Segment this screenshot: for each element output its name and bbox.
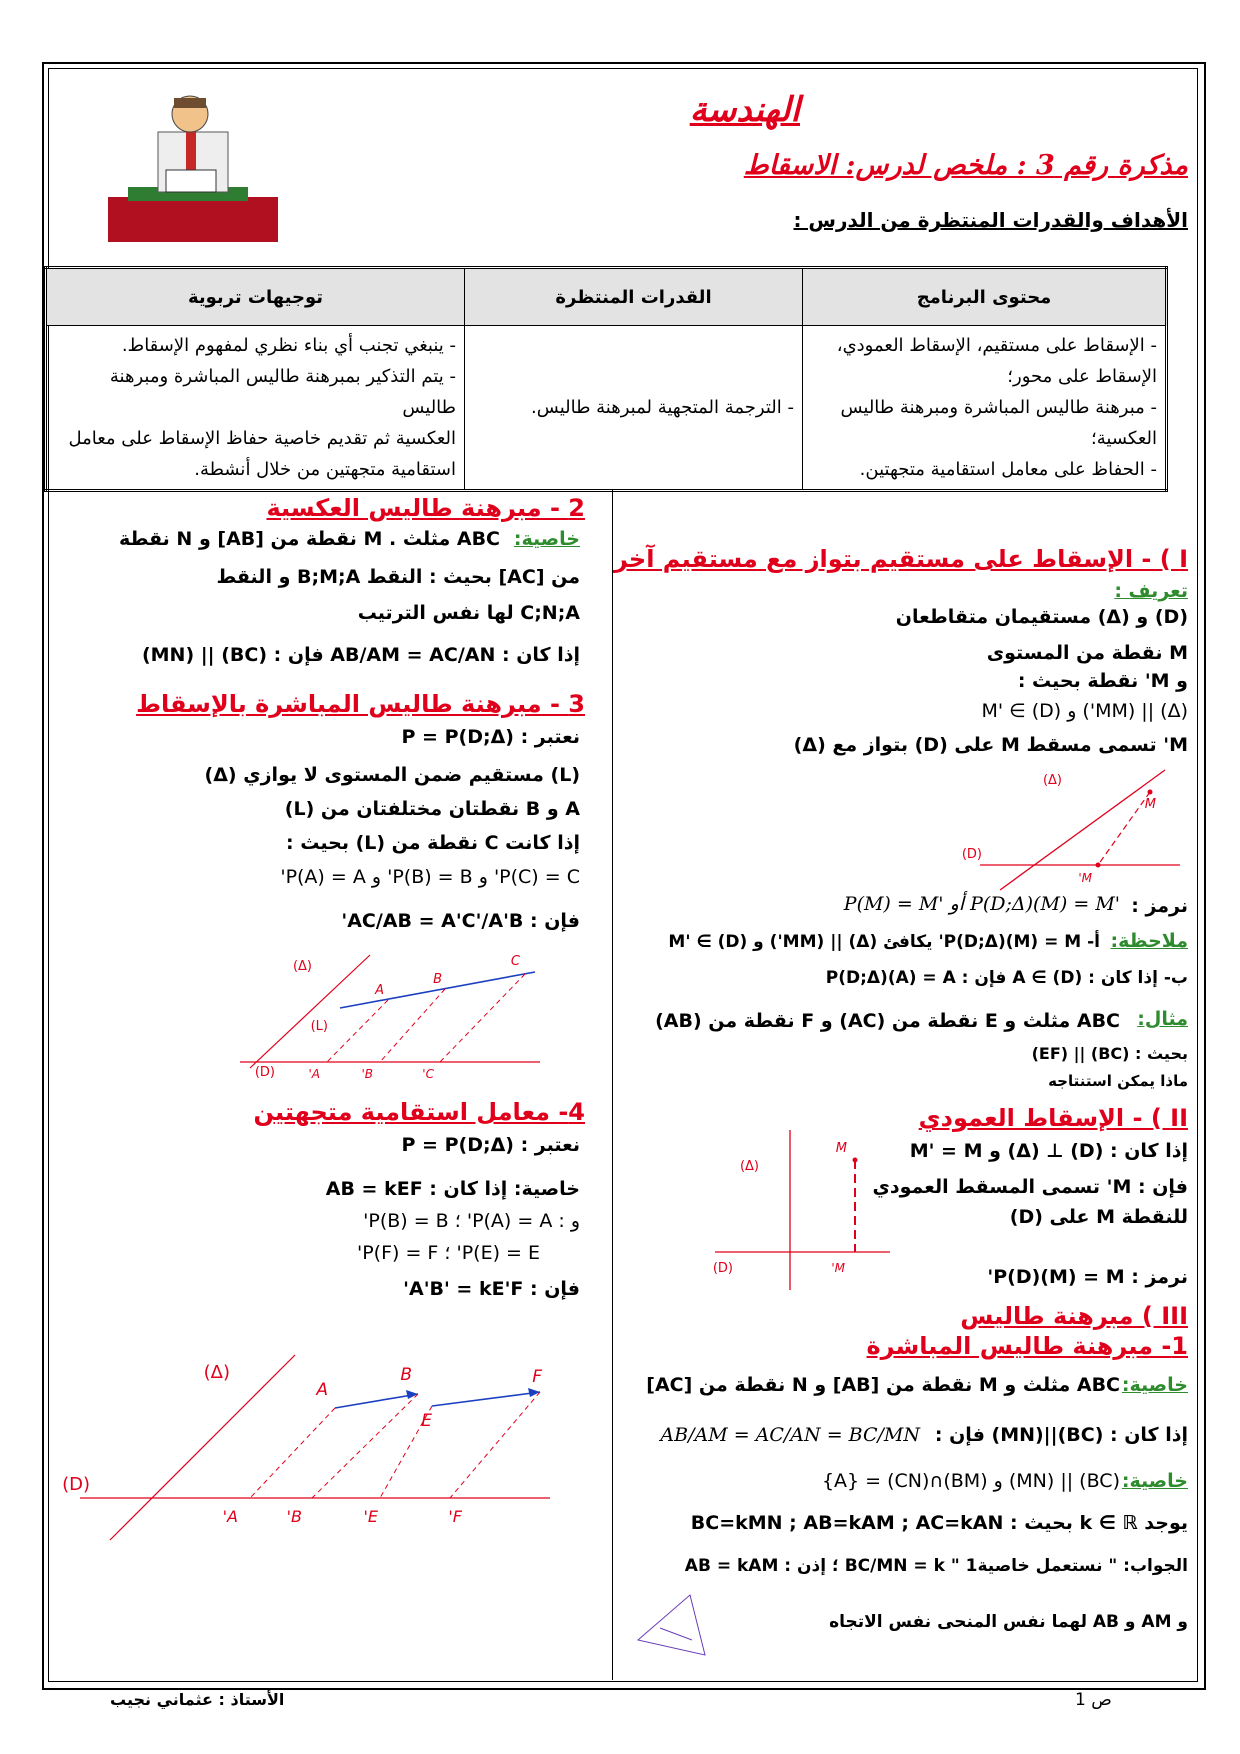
fig1-Mp-label: M' [1078, 871, 1092, 885]
fig2-M-label: M [835, 1141, 847, 1156]
section-2-title: II ) - الإسقاط العمودي [918, 1104, 1188, 1132]
fig4-B-label: B [400, 1365, 412, 1385]
section-1-title: I ) - الإسقاط على مستقيم بتواز مع مستقيم آخر [614, 545, 1188, 573]
fig3-A-label: A [375, 983, 384, 998]
projection-figure [961, 770, 1180, 890]
thales-line: ABC مثلث و M نقطة من [AB] و N نقطة من [AC] [646, 1374, 1120, 1396]
collinearity-line: نعتبر : P = P(D;Δ) [401, 1134, 580, 1156]
abilities-cell: - الترجمة المتجهية لمبرهنة طاليس. [465, 326, 803, 491]
fig3-B-label: B [433, 972, 442, 987]
converse-line: من [AC] بحيث : النقط B;M;A و النقط [216, 566, 580, 588]
orthogonal-line: إذا كان : (D) ⊥ (Δ) و M' = M [909, 1140, 1188, 1162]
thales-prop2-line: (BC) || (MN) و (BM)∩(CN) = {A} [821, 1470, 1120, 1492]
thales-then: AB/AM = AC/AN = BC/MN [660, 1424, 920, 1446]
program-cell: - الإسقاط على مستقيم، الإسقاط العمودي، الإسقاط على محور؛ - مبرهنة طاليس المباشرة ومبرهنة طاليس العكسية؛ - الحفاظ على معامل استقامية متجهتين. [803, 326, 1167, 491]
projection-thales-line: A و B نقطتان مختلفتان من (L) [284, 798, 580, 820]
fig4-A-label: A [316, 1380, 328, 1400]
definition-line: (D) و (Δ) مستقيمان متقاطعان [895, 606, 1188, 628]
remark-label: ملاحظة: [1110, 930, 1188, 952]
remark-a: أ- P(D;Δ)(M) = M' يكافئ (Δ) || (MM') و M' ∈ (D) [668, 932, 1100, 952]
fig2-D-label: (D) [712, 1261, 733, 1276]
collinearity-line: و : P(A) = A' ؛ P(B) = B' [363, 1210, 580, 1232]
fig4-F-label: F [532, 1367, 542, 1387]
projection-thales-line: نعتبر : P = P(D;Δ) [401, 726, 580, 748]
fig4-Ap-label: A' [222, 1507, 238, 1526]
collinearity-figure [62, 1350, 580, 1550]
fig3-D-label: (D) [254, 1065, 275, 1080]
example-line: ماذا يمكن استنتاجه [1048, 1072, 1188, 1090]
table-header-program: محتوى البرنامج [803, 268, 1167, 326]
converse-line: إذا كان : AB/AM = AC/AN فإن : (BC) || (MN) [141, 644, 580, 666]
program-table [44, 266, 1168, 492]
left-section-4-title: 4- معامل استقامية متجهتين [253, 1098, 585, 1126]
definition-line: و M' نقطة بحيث : [1017, 670, 1188, 692]
left-property-label: خاصية: [513, 528, 580, 550]
thales-projection-figure [240, 950, 540, 1080]
property-label: خاصية: [1121, 1374, 1188, 1396]
subject-title: الهندسة [689, 90, 800, 130]
objectives-heading: الأهداف والقدرات المنتظرة من الدرس : [793, 208, 1188, 232]
fig3-delta-label: (Δ) [292, 959, 312, 974]
converse-line: C;N;A لها نفس الترتيب [357, 602, 580, 624]
fig4-Fp-label: F' [448, 1507, 462, 1526]
left-section-3-title: 3 - مبرهنة طاليس المباشرة بالإسقاط [136, 690, 585, 718]
orthogonal-projection-figure [712, 1130, 895, 1300]
projection-thales-line: P(C) = C' و P(B) = B' و P(A) = A' [280, 866, 580, 888]
fig2-delta-label: (Δ) [739, 1159, 759, 1174]
column-divider [612, 490, 613, 1680]
table-header-guidance: توجيهات تربوية [46, 268, 465, 326]
fig3-L-label: (L) [310, 1019, 328, 1034]
left-section-2-title: 2 - مبرهنة طاليس العكسية [266, 494, 585, 522]
fig4-delta-label: (Δ) [203, 1362, 230, 1383]
collinearity-line: فإن : A'B' = kE'F' [403, 1278, 580, 1300]
fig3-Bp-label: B' [361, 1067, 373, 1081]
fig1-D-label: (D) [961, 847, 982, 862]
projection-thales-line: فإن : AC/AB = A'C'/A'B' [341, 910, 580, 932]
memo-title: مذكرة رقم 3 : ملخص لدرس: الاسقاط [743, 150, 1188, 181]
guidance-cell: - ينبغي تجنب أي بناء نظري لمفهوم الإسقاط. - يتم التذكير بمبرهنة طاليس المباشرة ومبرهنة طاليس العكسية ثم تقديم خاصية حفاظ الإسقاط على معامل استقامية متجهتين من خلال أنشطة. [46, 326, 465, 491]
fig4-D-label: (D) [62, 1474, 90, 1495]
section-3-title: III ) مبرهنة طاليس [960, 1302, 1188, 1330]
notation-label: نرمز : [1131, 895, 1188, 917]
example-line: ABC مثلث و E نقطة من (AC) و F نقطة من (AB) [655, 1010, 1120, 1032]
remark-b: ب- إذا كان : A ∈ (D) فإن : P(D;Δ)(A) = A [825, 968, 1188, 988]
collinearity-line: P(E) = E' ؛ P(F) = F' [356, 1242, 540, 1264]
orthogonal-notation: نرمز : P(D)(M) = M' [987, 1266, 1188, 1288]
orthogonal-line: فإن : M' تسمى المسقط العمودي [872, 1176, 1188, 1198]
orthogonal-line: للنقطة M على (D) [1009, 1206, 1188, 1228]
definition-label: تعريف : [1114, 580, 1188, 602]
projection-thales-line: (L) مستقيم ضمن المستوى لا يوازي (Δ) [204, 764, 580, 786]
fig4-Bp-label: B' [286, 1507, 302, 1526]
collinearity-line: خاصية: إذا كان : AB = kEF [325, 1178, 580, 1200]
thales-if: إذا كان : (BC)||(MN) فإن : [934, 1424, 1188, 1446]
fig3-Cp-label: C' [422, 1067, 434, 1081]
fig1-M-label: M [1144, 797, 1156, 812]
table-header-abilities: القدرات المنتظرة [465, 268, 803, 326]
page-number: ص 1 [1075, 1690, 1112, 1710]
example-line: بحيث : (BC) || (EF) [1031, 1044, 1188, 1063]
fig4-Ep-label: E' [363, 1507, 378, 1526]
teacher-name: الأستاذ : عثماني نجيب [110, 1690, 285, 1709]
definition-line: M نقطة من المستوى [986, 642, 1188, 664]
fig3-Ap-label: A' [308, 1067, 320, 1081]
fig2-Mp-label: M' [831, 1261, 845, 1275]
triangle-sketch [630, 1590, 710, 1670]
fig1-delta-label: (Δ) [1042, 773, 1062, 788]
projection-thales-line: إذا كانت C نقطة من (L) بحيث : [286, 832, 580, 854]
example-label: مثال: [1137, 1008, 1188, 1030]
answer-line: الجواب: " نستعمل خاصية1 " BC/MN = k ؛ إذن : AB = kAM [684, 1556, 1188, 1576]
teacher-desk-illustration [108, 92, 278, 242]
section-3-sub: 1- مبرهنة طاليس المباشرة [866, 1332, 1188, 1360]
notation-expr: P(M) = M' أو P(D;Δ)(M) = M' [843, 893, 1120, 915]
definition-line: M' تسمى مسقط M على (D) بتواز مع (Δ) [793, 734, 1188, 756]
fig4-E-label: E [421, 1411, 432, 1431]
answer-line: و AM و AB لهما نفس المنحى نفس الاتجاه [829, 1612, 1188, 1632]
thales-prop2-line: يوجد k ∈ ℝ بحيث : BC=kMN ; AB=kAM ; AC=kAN [690, 1512, 1188, 1534]
definition-line: (Δ) || (MM') و M' ∈ (D) [981, 700, 1188, 722]
fig3-C-label: C [510, 954, 520, 969]
converse-line: ABC مثلث . M نقطة من [AB] و N نقطة [118, 528, 500, 550]
property-label-2: خاصية: [1121, 1470, 1188, 1492]
